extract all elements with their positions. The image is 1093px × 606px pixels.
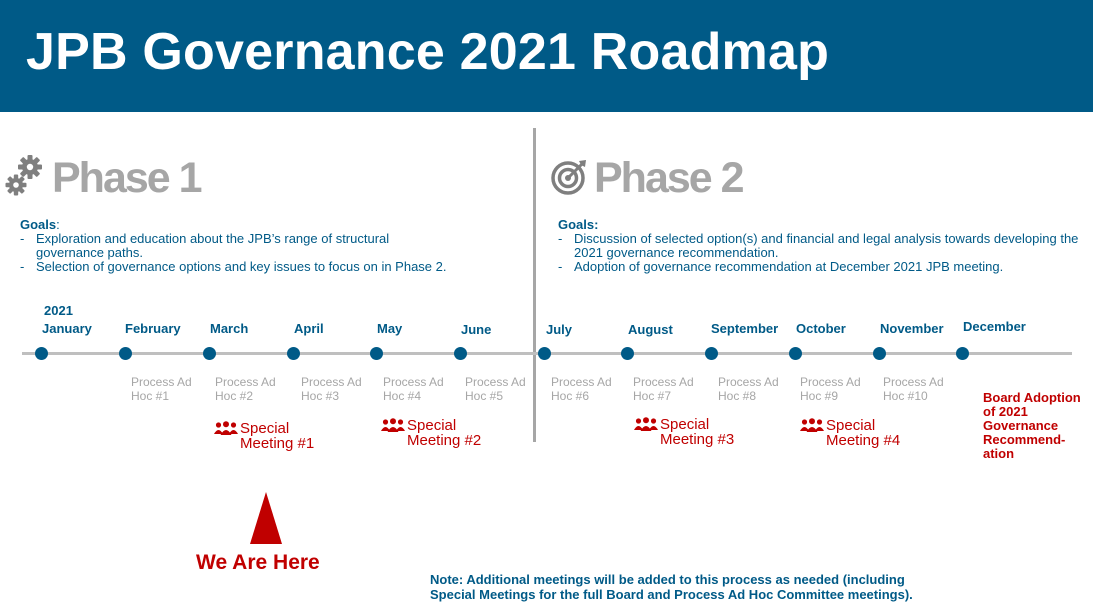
phase-divider: [533, 128, 536, 442]
people-icon: [381, 418, 405, 434]
timeline-dot: [35, 347, 48, 360]
phase-1-title: Phase 1: [52, 154, 201, 202]
timeline-year: 2021: [44, 303, 73, 318]
goal-item: [20, 232, 426, 260]
goals-label: Goals: [20, 217, 57, 232]
month-label: June: [461, 322, 492, 337]
page-title: JPB Governance 2021 Roadmap: [26, 23, 830, 81]
month-label: September: [711, 321, 779, 336]
month-label: January: [42, 321, 92, 336]
people-icon: [214, 421, 238, 437]
special-meeting: Special Meeting #3: [660, 417, 734, 447]
goal-text: Discussion of selected option(s) and financial and legal analysis towards developing the 2021 governance recommendation.: [574, 231, 1079, 260]
month-label: April: [294, 321, 324, 336]
adhoc-meeting: Process Ad Hoc #10: [883, 375, 944, 403]
goal-text: Selection of governance options and key issues to focus on in Phase 2.: [36, 259, 447, 274]
timeline-dot: [119, 347, 132, 360]
we-are-here-label: We Are Here: [196, 551, 320, 574]
adhoc-meeting: Process Ad Hoc #6: [551, 375, 612, 403]
goal-dash: -: [558, 259, 563, 274]
adhoc-meeting: Process Ad Hoc #2: [215, 375, 276, 403]
timeline-dot: [705, 347, 718, 360]
triangle-up-icon: [250, 492, 282, 544]
timeline-dot: [203, 347, 216, 360]
adhoc-meeting: Process Ad Hoc #1: [131, 375, 192, 403]
month-label: March: [210, 321, 249, 336]
special-meeting: Special Meeting #1: [240, 421, 314, 451]
adhoc-meeting: Process Ad Hoc #7: [633, 375, 694, 403]
goal-text: Exploration and education about the JPB’s range of structural governance paths.: [36, 231, 390, 260]
month-label: November: [880, 321, 944, 336]
phase-2-title: Phase 2: [594, 154, 743, 202]
adhoc-meeting: Process Ad Hoc #4: [383, 375, 444, 403]
goal-dash: -: [20, 231, 25, 246]
goals-label: Goals:: [558, 217, 599, 232]
timeline-dot: [287, 347, 300, 360]
goal-text: Adoption of governance recommendation at December 2021 JPB meeting.: [574, 259, 1004, 274]
month-label: May: [377, 321, 403, 336]
month-label: December: [963, 319, 1026, 334]
timeline-dot: [454, 347, 467, 360]
adhoc-meeting: Process Ad Hoc #5: [465, 375, 526, 403]
people-icon: [634, 417, 658, 433]
board-adoption: Board Adoption of 2021 Governance Recommend- ation: [983, 390, 1081, 461]
adhoc-meeting: Process Ad Hoc #9: [800, 375, 861, 403]
adhoc-meeting: Process Ad Hoc #3: [301, 375, 362, 403]
goal-item: [558, 260, 1093, 274]
timeline-dot: [789, 347, 802, 360]
month-label: July: [546, 322, 573, 337]
gears-icon: [4, 154, 44, 198]
goals-colon: :: [56, 217, 60, 232]
timeline-dot: [370, 347, 383, 360]
timeline-dot: [956, 347, 969, 360]
footnote: Note: Additional meetings will be added to this process as needed (including Special Meetings for the full Board and Process Ad Hoc Committee meetings).: [430, 572, 913, 602]
month-label: August: [628, 322, 673, 337]
goal-dash: -: [558, 231, 563, 246]
phase-2-goals: [558, 218, 1093, 274]
goal-dash: -: [20, 259, 25, 274]
timeline-dot: [873, 347, 886, 360]
special-meeting: Special Meeting #2: [407, 418, 481, 448]
timeline-dot: [621, 347, 634, 360]
goal-item: [20, 260, 500, 274]
month-label: February: [125, 321, 181, 336]
phase-1-goals: [20, 218, 500, 274]
title-banner: [0, 0, 1093, 112]
special-meeting: Special Meeting #4: [826, 418, 900, 448]
adhoc-meeting: Process Ad Hoc #8: [718, 375, 779, 403]
goal-item: [558, 232, 1093, 260]
month-label: October: [796, 321, 846, 336]
target-icon: [550, 158, 588, 196]
people-icon: [800, 418, 824, 434]
timeline-dot: [538, 347, 551, 360]
